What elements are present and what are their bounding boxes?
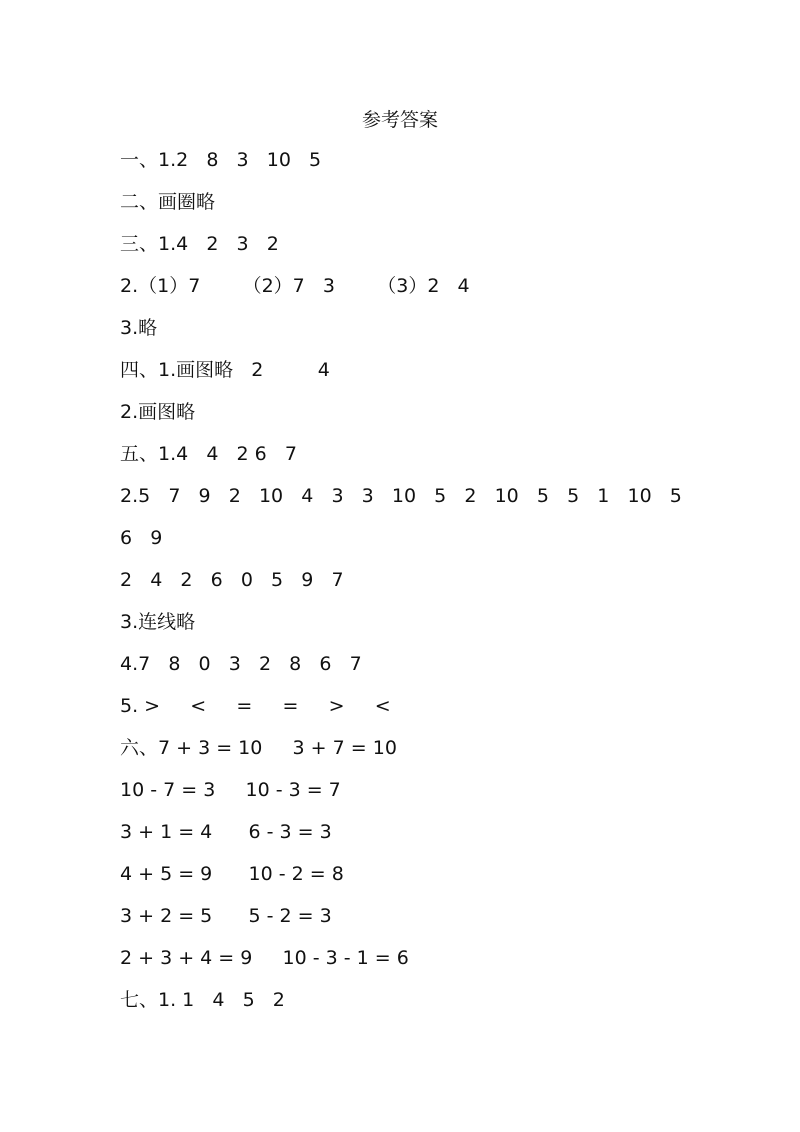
answer-line: 4.7 8 0 3 2 8 6 7 bbox=[120, 653, 362, 675]
answer-line: 2.5 7 9 2 10 4 3 3 10 5 2 10 5 5 1 10 5 bbox=[120, 485, 682, 507]
answer-line: 3 + 1 = 4 6 - 3 = 3 bbox=[120, 821, 332, 843]
answer-line: 3.略 bbox=[120, 317, 158, 339]
answer-line: 三、1.4 2 3 2 bbox=[120, 233, 279, 255]
answer-line: 4 + 5 = 9 10 - 2 = 8 bbox=[120, 863, 344, 885]
answer-line: 2 + 3 + 4 = 9 10 - 3 - 1 = 6 bbox=[120, 947, 409, 969]
answer-line: 五、1.4 4 2 6 7 bbox=[120, 443, 297, 465]
answer-list bbox=[120, 146, 740, 1028]
answer-line: 四、1.画图略 2 4 bbox=[120, 359, 330, 381]
answer-line: 一、1.2 8 3 10 5 bbox=[120, 149, 322, 171]
answer-line: 6 9 bbox=[120, 527, 163, 549]
answer-line: 2.（1）7 （2）7 3 （3）2 4 bbox=[120, 275, 470, 297]
answer-line: 10 - 7 = 3 10 - 3 = 7 bbox=[120, 779, 341, 801]
answer-line: 七、1. 1 4 5 2 bbox=[120, 989, 285, 1011]
page-title: 参考答案 bbox=[361, 109, 438, 131]
answer-line: 2 4 2 6 0 5 9 7 bbox=[120, 569, 344, 591]
answer-line: 5. > < = = > < bbox=[120, 695, 391, 717]
answer-line: 3.连线略 bbox=[120, 611, 196, 633]
answer-line: 二、画圈略 bbox=[120, 191, 216, 213]
answer-line: 六、7 + 3 = 10 3 + 7 = 10 bbox=[120, 737, 397, 759]
answer-line: 2.画图略 bbox=[120, 401, 196, 423]
answer-line: 3 + 2 = 5 5 - 2 = 3 bbox=[120, 905, 332, 927]
